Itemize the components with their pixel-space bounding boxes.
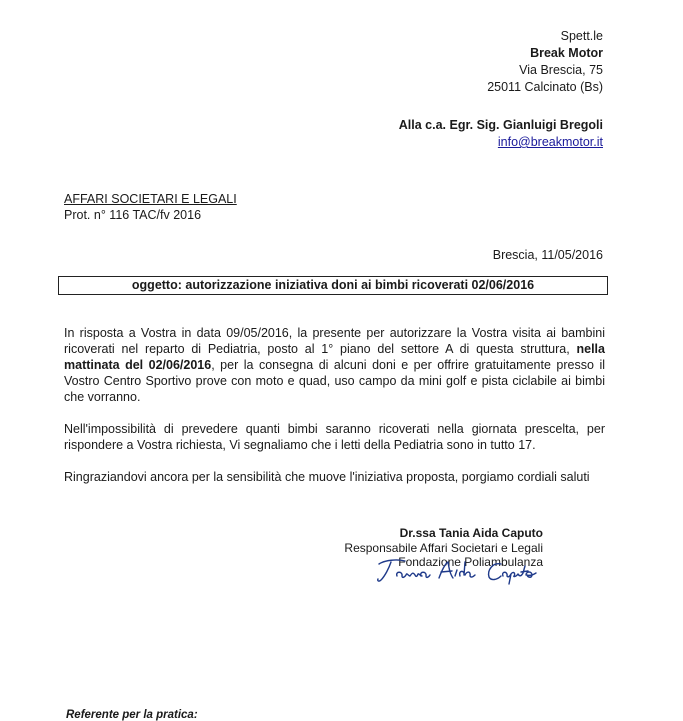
signatory-organization: Fondazione Poliambulanza (398, 555, 543, 569)
recipient-email-link[interactable]: info@breakmotor.it (497, 135, 603, 149)
handwritten-signature (375, 554, 550, 586)
recipient-address (487, 28, 603, 96)
attention-to: Alla c.a. Egr. Sig. Gianluigi Bregoli (398, 118, 603, 132)
attention-block (399, 117, 603, 151)
recipient-salutation: Spett.le (560, 29, 603, 43)
signatory-role: Responsabile Affari Societari e Legali (344, 540, 543, 555)
body-paragraph-1 (64, 325, 605, 405)
body-p1-text: In risposta a Vostra in data 09/05/2016, la presente per autorizzare la Vostra visita ai bambini ricoverati nel reparto di Pediatria, posto al 1° piano del settore A di questa struttura, (64, 326, 605, 356)
body-paragraph-3: Ringraziandovi ancora per la sensibilità che muove l'iniziativa proposta, porgiamo cordiali saluti (64, 470, 590, 484)
recipient-company: Break Motor (530, 46, 603, 60)
recipient-city: 25011 Calcinato (Bs) (487, 80, 603, 94)
recipient-street: Via Brescia, 75 (519, 63, 603, 77)
signatory-name: Dr.ssa Tania Aida Caputo (399, 526, 543, 540)
referente-label: Referente per la pratica: (66, 709, 198, 721)
body-paragraph-2: Nell'impossibilità di prevedere quanti bimbi saranno ricoverati nella giornata prescelta, per rispondere a Vostra richiesta, Vi segnaliamo che i letti della Pediatria sono in tutto 17. (64, 422, 605, 452)
body-p1-text-end: , per la consegna di alcuni doni e per offrire gratuitamente presso il Vostro Centro Sportivo prove con moto e quad, uso campo da mini golf e pista ciclabile ai bimbi che vorranno. (64, 358, 605, 404)
department-block (64, 191, 237, 223)
department-name: AFFARI SOCIETARI E LEGALI (64, 192, 237, 206)
body-p1-bold: nella mattinata del 02/06/2016 (64, 342, 605, 372)
subject-box: oggetto: autorizzazione iniziativa doni ai bimbi ricoverati 02/06/2016 (58, 276, 608, 295)
letter-date: Brescia, 11/05/2016 (492, 248, 603, 262)
protocol-number: Prot. n° 116 TAC/fv 2016 (64, 208, 202, 222)
letter-body (64, 325, 605, 501)
